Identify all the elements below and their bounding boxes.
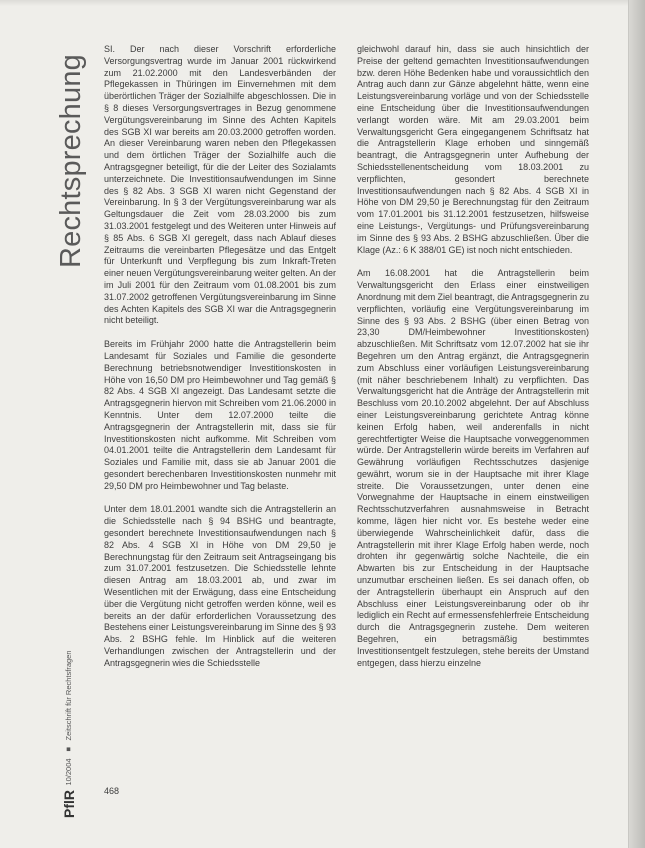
paragraph: Bereits im Frühjahr 2000 hatte die Antragstellerin beim Landesamt für Soziales und Familie die gesonderte Berechnung betriebsnotwendiger Investitionskosten in Höhe von 16,50 DM pro Heimbewohner und Tag gemäß § 82 Abs. 4 SGB XI angezeigt. Das Landesamt setzte die Antragsgegnerin hiervon mit Schreiben vom 21.06.2000 in Kenntnis. Unter dem 12.07.2000 teilte die Antragsgegnerin der Antragstellerin mit, dass sie für Investitionskosten nicht aufkomme. Mit Schreiben vom 04.01.2001 teilte die Antragstellerin dem Landesamt für Soziales und Familie mit, dass sie ab Januar 2001 die gesondert berechenbaren Investitionskosten nunmehr mit 29,50 DM pro Heimbewohner und Tag belaste. [104,339,336,491]
scan-edge-right [628,0,645,848]
scan-shadow-top [0,0,645,6]
journal-issue: 10/2004 [64,758,73,786]
paragraph: gleichwohl darauf hin, dass sie auch hinsichtlich der Preise der geltend gemachten Investitionsaufwendungen bzw. deren Höhe Bedenken habe und voraussichtlich den Antrag auch dann zur Gänze abgelehnt hätte, wenn eine Leistungsvereinbarung vorläge und von der Schiedsstelle eine Entscheidung über die Investitionsaufwendungen verlangt worden wäre. Mit am 29.03.2001 beim Verwaltungsgericht Gera eingegangenem Schriftsatz hat die Antragstellerin Klage erhoben und sinngemäß beantragt, die Antragsgegnerin unter Aufhebung der Schiedsstellenentscheidung vom 18.03.2001 zu verpflichten, gesondert berechnete Investitionsaufwendungen nach § 82 Abs. 4 SGB XI in Höhe von DM 29,50 je Berechnungstag für den Zeitraum vom 17.01.2001 bis 31.12.2001 festzusetzen, hilfsweise eine Leistungs-, Vergütungs- und Prüfungsvereinbarung im Sinne des § 93 Abs. 2 BSHG abzuschließen. Über die Klage (Az.: 6 K 388/01 GE) ist noch nicht entschieden. [357,44,589,255]
journal-footer [60,628,78,818]
paragraph: Unter dem 18.01.2001 wandte sich die Antragstellerin an die Schiedsstelle nach § 94 BSHG und beantragte, gesondert berechnete Investitionsaufwendungen nach § 82 Abs. 4 SGB XI in Höhe von DM 29,50 je Berechnungstag für den Zeitraum seit Antragseingang bis zum 31.07.2001 festzusetzen. Die Schiedsstelle lehnte diesen Antrag am 18.03.2001 ab, und zwar im Wesentlichen mit der Erwägung, dass eine Entscheidung über die Vergütung nicht getroffen werden könne, weil es bereits an der dafür erforderlichen Voraussetzung des Bestehens einer Leistungsvereinbarung im Sinne des § 93 Abs. 2 BSHG fehle. Im Hinblick auf die weiteren Verhandlungen zwischen der Antragstellerin und der Antragsgegnerin wies die Schiedsstelle [104,504,336,668]
journal-name: PflR [61,790,77,818]
page-number: 468 [104,786,120,796]
section-title [54,36,88,268]
paragraph: Am 16.08.2001 hat die Antragstellerin beim Verwaltungsgericht den Erlass einer einstweiligen Anordnung mit dem Ziel beantragt, die Antragsgegnerin zu verpflichten, vorläufig eine Vergütungsvereinbarung im Sinne des § 93 Abs. 2 BSHG (über einen Betrag von 23,30 DM/Heimbewohner Investitionskosten) abzuschließen. Mit Schriftsatz vom 12.07.2002 hat sie ihr Begehren um den Antrag ergänzt, die Antragsgegnerin zum Abschluss einer vorläufigen Leistungsvereinbarung (mit näher beschriebenem Inhalt) zu verpflichten. Das Verwaltungsgericht hat die Anträge der Antragstellerin mit Beschluss vom 20.10.2002 abgelehnt. Der auf Abschluss einer Leistungsvereinbarung gerichtete Antrag könne keinen Erfolg haben, weil anderenfalls in nicht gerechtfertigter Weise die Hauptsache vorweggenommen würde. Der Antragstellerin würde bereits im Verfahren auf Gewährung vorläufigen Rechtsschutzes dasjenige gewährt, worum sie in der Hauptsache mit ihrer Klage streite. Die Voraussetzungen, unter denen eine Vorwegnahme der Hauptsache in einem einstweiligen Rechtsschutzverfahren ausnahmsweise in Betracht komme, lägen hier nicht vor. Es bestehe weder eine überwiegende Wahrscheinlichkeit dafür, dass die Antragstellerin mit ihrer Klage Erfolg haben werde, noch drohten ihr gegenwärtig solche Nachteile, die ein Abwarten bis zur Entscheidung in der Hauptsache unzumutbar erscheinen ließen. Es sei danach offen, ob der Antragstellerin überhaupt ein Anspruch auf den Abschluss einer Leistungsvereinbarung oder ob ihr lediglich ein Recht auf ermessensfehlerfreie Entscheidung durch die Antragsgegnerin zustehe. Dem weiteren Begehren, ein betragsmäßig bestimmtes Investitionsentgelt festzulegen, stehe bereits der Umstand entgegen, dass hierzu einzelne [357,268,589,668]
text-column-right [357,44,589,809]
text-column-left [104,44,336,809]
section-title-text: Rechtsprechung [55,54,87,268]
journal-tagline: Zeitschrift für Rechtsfragen [64,650,73,741]
paragraph: SI. Der nach dieser Vorschrift erforderliche Versorgungsvertrag wurde im Januar 2001 rückwirkend zum 21.02.2000 mit den Landesverbänden der Pflegekassen in Thüringen im Einvernehmen mit dem überörtlichen Träger der Sozialhilfe abgeschlossen. Die in § 8 dieses Versorgungsvertrages in Bezug genommene Vergütungsvereinbarung im Sinne des Achten Kapitels des SGB XI war bereits am 20.03.2000 getroffen worden. An dieser Vereinbarung waren neben den Pflegekassen und dem örtlichen Träger der Sozialhilfe auch die Antragsgegner beteiligt, für die der Leiter des Sozialamts unterzeichnete. Die Investitionsaufwendungen im Sinne des § 82 Abs. 3 SGB XI waren nicht Gegenstand der Vereinbarung. In § 3 der Vergütungsvereinbarung war als Geltungsdauer die Zeit vom 28.03.2000 bis zum 31.03.2001 festgelegt und des Weiteren unter Hinweis auf § 85 Abs. 6 SGB XI geregelt, dass nach Ablauf dieses Zeitraums die vereinbarten Pflegesätze und das Entgelt für Unterkunft und Verpflegung bis zum Inkraft-Treten einer neuen Vergütungsvereinbarung weiter gelten. An der im Juli 2001 für den Zeitraum vom 01.08.2001 bis zum 31.07.2002 getroffenen Vergütungsvereinbarung im Sinne des Achten Kapitels des SGB XI war die Antragsgegnerin nicht beteiligt. [104,44,336,326]
separator-square-icon: ■ [64,744,73,754]
